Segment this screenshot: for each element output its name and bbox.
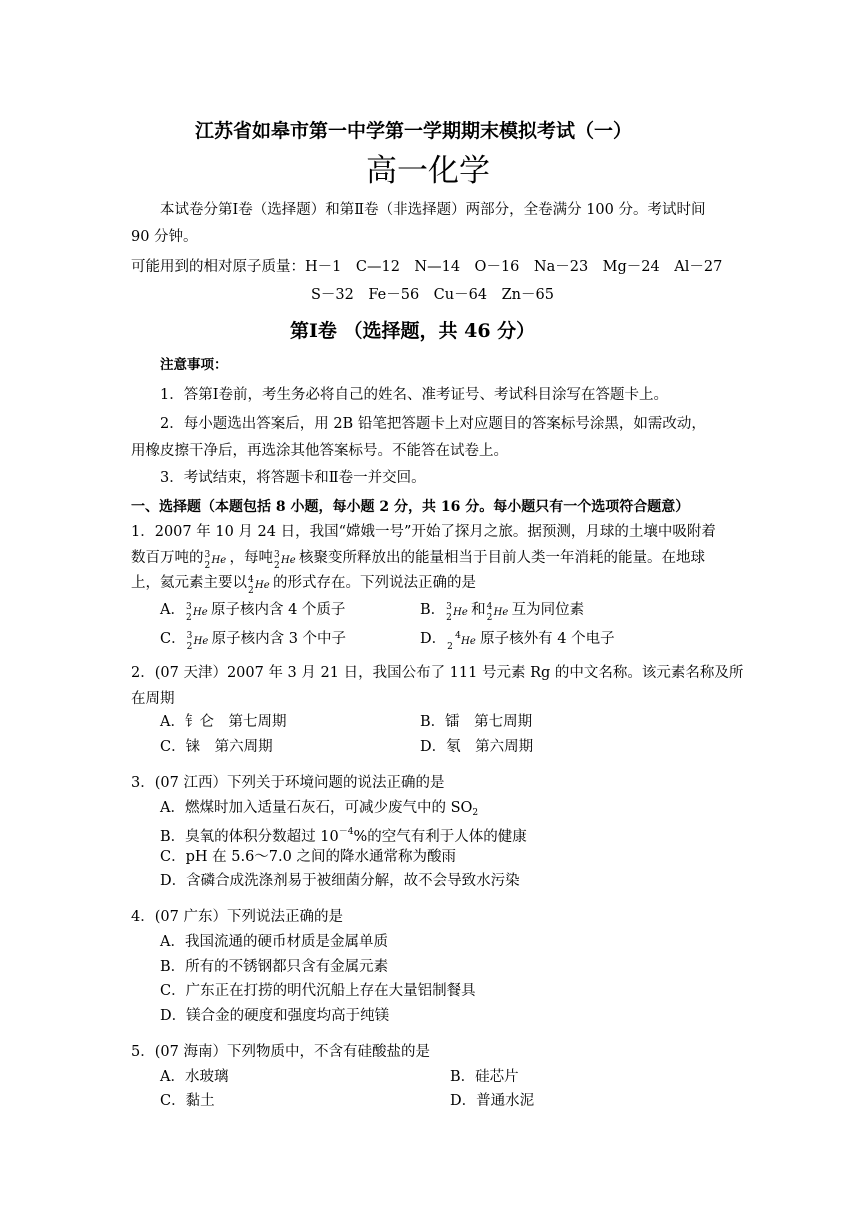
q2-option-a: A．钅仑 第七周期	[160, 714, 287, 730]
q2-option-b: B．镭 第七周期	[420, 714, 533, 730]
subject-title: 高一化学	[366, 153, 490, 189]
he4-isotope: 4 2 He	[447, 631, 476, 652]
q2-option-c: C．铼 第六周期	[160, 739, 273, 755]
question-5-line-1: 5．(07 海南）下列物质中，不含有硅酸盐的是	[131, 1044, 430, 1060]
notice-item-3: 3．考试结束，将答题卡和Ⅱ卷一并交回。	[160, 470, 426, 486]
q3-option-a: A．燃煤时加入适量石灰石，可减少废气中的 $SO_2$	[160, 800, 479, 818]
he4-isotope: 4 2 He	[486, 602, 509, 623]
q5-option-d: D．普通水泥	[450, 1093, 535, 1109]
he3-isotope: 3 2 He	[274, 550, 296, 571]
q1-option-d: D． 4 2 He 原子核外有 4 个电子	[420, 631, 615, 652]
q5-option-c: C．黏土	[160, 1093, 215, 1109]
q1-option-a: A． 3 2 He 原子核内含 4 个质子	[160, 602, 346, 623]
question-1-line-2	[131, 548, 705, 571]
q1-option-b: B． 3 2 He 和 4 2 He 互为同位素	[420, 602, 585, 623]
q2-option-d: D．氡 第六周期	[420, 739, 534, 755]
q1-text: 数百万吨的	[131, 550, 204, 566]
he3-isotope: 3 2 He	[204, 550, 227, 571]
q1-text: 的形式存在。下列说法正确的是	[273, 575, 476, 591]
notice-heading: 注意事项：	[160, 357, 228, 373]
question-4-line-1: 4．(07 广东）下列说法正确的是	[131, 909, 343, 925]
school-title: 江苏省如皋市第一中学第一学期期末模拟考试（一）	[195, 120, 633, 142]
part-heading: 一、选择题（本题包括 8 小题，每小题 2 分，共 16 分。每小题只有一个选项符合题意）	[131, 499, 690, 515]
atomic-masses-line-1: 可能用到的相对原子质量：H－1 C—12 N—14 O－16 Na－23 Mg－24 Al－27	[131, 259, 723, 275]
question-2-line-1: 2．(07 天津）2007 年 3 月 21 日，我国公布了 111 号元素 Rg 的中文名称。该元素名称及所	[131, 665, 744, 681]
he3-isotope: 3 2 He	[185, 602, 208, 623]
q5-option-b: B．硅芯片	[450, 1069, 519, 1085]
he3-isotope: 3 2 He	[446, 602, 468, 623]
notice-item-1: 1．答第Ⅰ卷前，考生务必将自己的姓名、准考证号、考试科目涂写在答题卡上。	[160, 387, 668, 403]
q1-text: ，每吨	[229, 550, 273, 566]
q3-option-b: B．臭氧的体积分数超过 $10^{-4}\%$的空气有利于人体的健康	[160, 827, 527, 845]
q1-text: 核聚变所释放出的能量相当于目前人类一年消耗的能量。在地球	[299, 550, 705, 566]
question-1-line-3	[131, 573, 476, 596]
he3-isotope: 3 2 He	[186, 631, 209, 652]
q1-text: 上，氦元素主要以	[131, 575, 247, 591]
he4-isotope: 4 2 He	[248, 575, 270, 596]
q4-option-c: C．广东正在打捞的明代沉船上存在大量铝制餐具	[160, 983, 476, 999]
question-3-line-1: 3．(07 江西）下列关于环境问题的说法正确的是	[131, 775, 445, 791]
section-title: 第Ⅰ卷 （选择题，共 46 分）	[290, 320, 536, 342]
q4-option-b: B．所有的不锈钢都只含有金属元素	[160, 959, 389, 975]
q1-option-c: C． 3 2 He 原子核内含 3 个中子	[160, 631, 347, 652]
notice-item-2-cont: 用橡皮擦干净后，再选涂其他答案标号。不能答在试卷上。	[131, 443, 508, 459]
atomic-masses-line-2: S－32 Fe－56 Cu－64 Zn－65	[311, 287, 554, 303]
question-1-line-1: 1．2007 年 10 月 24 日，我国“嫦娥一号”开始了探月之旅。据预测，月球的土壤中吸附着	[131, 524, 716, 540]
q3-option-c: C．pH 在 5.6～7.0 之间的降水通常称为酸雨	[160, 849, 456, 865]
q5-option-a: A．水玻璃	[160, 1069, 229, 1085]
q3-option-d: D．含磷合成洗涤剂易于被细菌分解，故不会导致水污染	[160, 873, 520, 889]
q4-option-a: A．我国流通的硬币材质是金属单质	[160, 934, 388, 950]
q4-option-d: D．镁合金的硬度和强度均高于纯镁	[160, 1008, 390, 1024]
question-2-line-2: 在周期	[131, 691, 175, 707]
notice-item-2: 2．每小题选出答案后，用 2B 铅笔把答题卡上对应题目的答案标号涂黑，如需改动，	[160, 416, 706, 432]
intro-line-2: 90 分钟。	[131, 229, 198, 245]
intro-line-1: 本试卷分第Ⅰ卷（选择题）和第Ⅱ卷（非选择题）两部分，全卷满分 100 分。考试时间	[160, 202, 706, 218]
